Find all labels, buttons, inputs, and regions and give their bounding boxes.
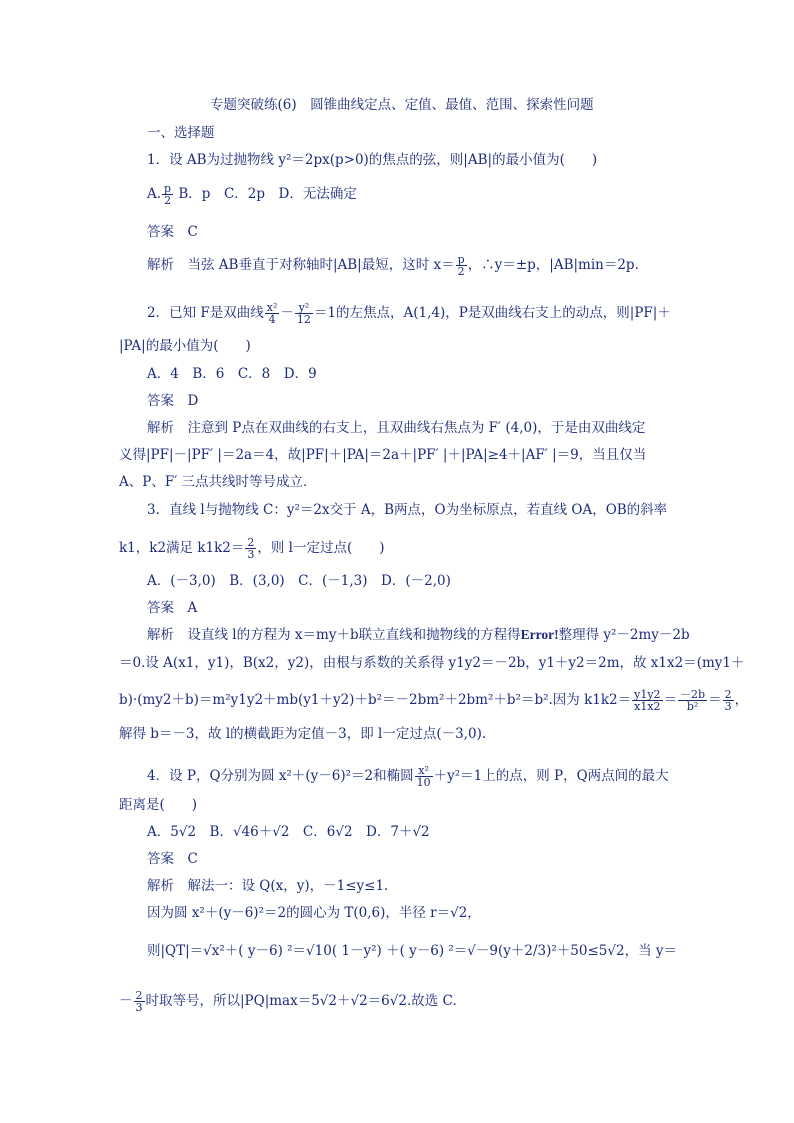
q1-option-a-fraction: $\frac{p}{2}$ — [164, 182, 172, 207]
q4-fraction-y: $\frac{2}{3}$ — [135, 989, 143, 1014]
q1-analysis-fraction: $\frac{p}{2}$ — [457, 253, 465, 278]
q4-analysis-line1: 解析 解法一：设 Q(x，y)，－1≤y≤1. — [147, 878, 389, 894]
page-title: 专题突破练(6) 圆锥曲线定点、定值、最值、范围、探索性问题 — [210, 97, 594, 113]
q2-options: A．4 B．6 C．8 D．9 — [147, 366, 317, 382]
q1-options-rest: B．p C．2p D．无法确定 — [178, 186, 357, 202]
q2-analysis-line1: 解析 注意到 P点在双曲线的右支上，且双曲线右焦点为 F′ (4,0)，于是由双曲线定 — [147, 420, 646, 436]
q4-analysis-line2: 因为圆 x²＋(y－6)²＝2的圆心为 T(0,6)，半径 r＝√2， — [147, 905, 481, 921]
q3-fraction-result: $\frac{2}{3}$ — [724, 688, 732, 713]
q2-fraction-x: $\frac{\text{x²}}{4}$ — [266, 301, 278, 326]
q3-fraction: $\frac{2}{3}$ — [247, 536, 255, 561]
q2-stem-line2: |PA|的最小值为( ) — [119, 338, 251, 354]
q3-analysis-line1: 解析 设直线 l的方程为 x＝my＋b联立直线和抛物线的方程得Error!整理得 y²－2my－2b — [147, 627, 690, 643]
q4-fraction: $\frac{\text{x²}}{10}$ — [416, 764, 431, 789]
q3-fraction-b: $\frac{-2b}{\text{b²}}$ — [680, 688, 706, 713]
section-heading: 一、选择题 — [147, 125, 215, 141]
q2-analysis-line3: A、P、F′ 三点共线时等号成立． — [119, 474, 317, 490]
q2-fraction-y: $\frac{\text{y²}}{12}$ — [296, 301, 311, 326]
q4-analysis-line4: － $\frac{2}{3}$ 时取等号，所以|PQ|max＝5√2＋√2＝6√2.故选 C. — [119, 989, 457, 1014]
q3-analysis-line4: 解得 b＝－3，故 l的横截距为定值－3，即 l一定过点(－3,0). — [119, 726, 487, 742]
q1-analysis: 解析 当弦 AB垂直于对称轴时|AB|最短，这时 x＝ $\frac{p}{2}$ ，∴y＝±p，|AB|min＝2p. — [147, 253, 639, 278]
q4-analysis-line3: 则|QT|＝√x²＋( y－6) ²＝√10( 1－y²) ＋( y－6) ²＝√－9(y＋2/3)²＋50≤5√2，当 y＝ — [147, 943, 677, 959]
error-marker: Error! — [520, 627, 559, 642]
q3-answer: 答案 A — [147, 600, 198, 616]
q3-stem-line1: 3．直线 l与抛物线 C：y²＝2x交于 A，B两点，O为坐标原点，若直线 OA，OB的斜率 — [147, 502, 668, 518]
q1-answer: 答案 C — [147, 224, 198, 240]
q4-options: A．5√2 B．√46＋√2 C．6√2 D．7＋√2 — [147, 824, 430, 840]
q3-fraction-k: $\frac{y1y2}{x1x2}$ — [634, 688, 661, 713]
q3-analysis-line2: ＝0.设 A(x1，y1)，B(x2，y2)，由根与系数的关系得 y1y2＝－2b，y1＋y2＝2m，故 x1x2＝(my1＋ — [119, 655, 745, 671]
q2-analysis-line2: 义得|PF|－|PF′ |＝2a＝4，故|PF|＋|PA|＝2a＋|PF′ |＋|PA|≥4＋|AF′ |＝9，当且仅当 — [119, 447, 647, 463]
q1-options — [147, 183, 357, 206]
q2-stem-line1: 2．已知 F是双曲线 $\frac{\text{x²}}{4}$ － $\frac{\text{y²}}{12}$ ＝1的左焦点，A(1,4)，P是双曲线右支上的动点，则|PF|＋ — [147, 301, 671, 326]
q3-stem-line2: k1，k2满足 k1k2＝ $\frac{2}{3}$ ，则 l一定过点( ) — [119, 536, 385, 561]
q1-stem: 1．设 AB为过抛物线 y²＝2px(p>0)的焦点的弦，则|AB|的最小值为( ) — [147, 152, 598, 168]
q3-options: A．(－3,0) B．(3,0) C．(－1,3) D．(－2,0) — [147, 573, 451, 589]
q2-answer: 答案 D — [147, 393, 199, 409]
q4-stem-line1: 4．设 P，Q分别为圆 x²＋(y－6)²＝2和椭圆 $\frac{\text{x²}}{10}$ ＋y²＝1上的点，则 P，Q两点间的最大 — [147, 764, 669, 789]
q4-answer: 答案 C — [147, 851, 198, 867]
q3-analysis-line3: b)·(my2＋b)＝m²y1y2＋mb(y1＋y2)＋b²＝－2bm²＋2bm²＋b²＝b².因为 k1k2＝ $\frac{y1y2}{x1x2}$ ＝ $\frac{-2b}{\text{b²}}$ ＝ $\frac{2}{3}$ ， — [119, 688, 749, 713]
q1-option-a-label: A. — [147, 186, 162, 202]
q4-stem-line2: 距离是( ) — [119, 797, 198, 813]
